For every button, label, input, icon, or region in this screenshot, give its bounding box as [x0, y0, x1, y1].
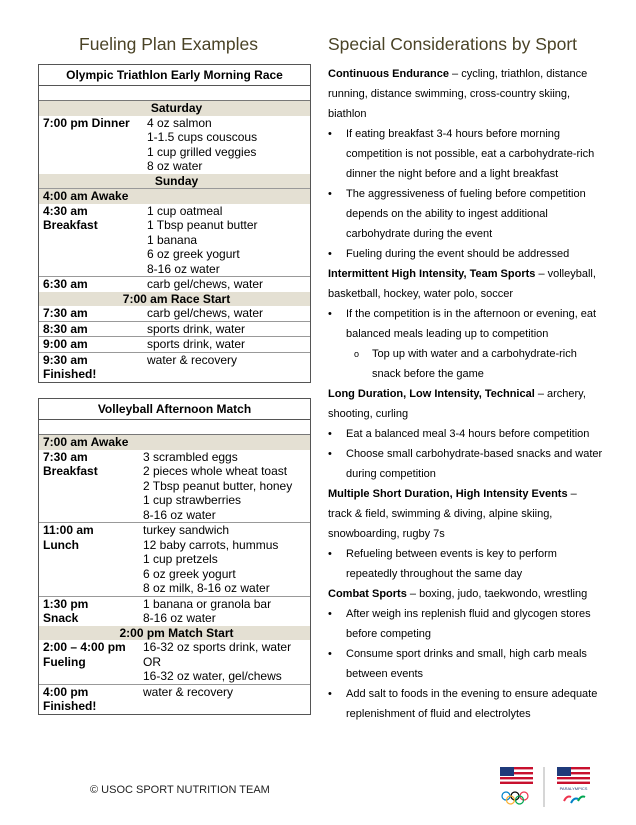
paralympics-wordmark: PARALYMPICS	[559, 786, 588, 791]
food-item: sports drink, water	[143, 337, 310, 353]
table-row	[39, 523, 310, 538]
food-item: 6 oz greek yogurt	[147, 247, 240, 261]
table-row	[39, 116, 310, 131]
table-row	[39, 101, 310, 116]
day-label: Sunday	[39, 174, 310, 189]
table-row	[39, 352, 310, 367]
time-label	[39, 130, 143, 145]
time-label	[39, 233, 143, 248]
time-label: 7:00 am Awake	[39, 435, 139, 450]
tip-item: o Top up with water and a carbohydrate-rich snack before the game	[328, 344, 603, 384]
time-label: 6:30 am	[39, 277, 143, 292]
time-label	[39, 552, 139, 567]
table-row	[39, 552, 310, 567]
food-item: 1 cup oatmeal	[147, 203, 223, 218]
tip-item: • Choose small carbohydrate-based snacks and water during competition	[328, 444, 603, 484]
time-label: 11:00 am	[39, 523, 139, 538]
table-row	[39, 626, 310, 641]
food-item: carb gel/chews, water	[143, 277, 310, 292]
food-item: 1 Tbsp peanut butter	[147, 218, 258, 232]
sport-header	[328, 484, 603, 544]
time-label: Snack	[43, 611, 79, 625]
table-row	[39, 277, 310, 292]
time-label	[39, 508, 139, 523]
food-item: turkey sandwich	[139, 523, 310, 538]
table-row	[39, 306, 310, 321]
food-item	[143, 189, 310, 204]
food-item: 3 scrambled eggs	[143, 449, 238, 464]
tip-item: • Fueling during the event should be addressed	[328, 244, 603, 264]
food-item: 6 oz greek yogurt	[143, 566, 236, 581]
food-item: 8 oz water	[147, 159, 203, 173]
usa-flag-icon	[557, 767, 590, 784]
food-item	[139, 699, 310, 714]
day-label: 7:00 am Race Start	[39, 292, 310, 307]
table-spacer	[39, 86, 310, 101]
time-label	[39, 493, 139, 508]
time-label: 4:00 am Awake	[39, 189, 143, 204]
sport-section	[328, 484, 603, 584]
plan-title: Volleyball Afternoon Match	[39, 399, 310, 420]
table-row	[39, 567, 310, 582]
table-row	[39, 611, 310, 626]
table-row	[39, 204, 310, 219]
table-row	[39, 699, 310, 714]
time-label: 8:30 am	[39, 321, 143, 337]
time-label: Lunch	[43, 537, 79, 552]
table-row	[39, 508, 310, 523]
usa-flag-icon	[500, 767, 533, 784]
table-row	[39, 130, 310, 145]
sport-section	[328, 64, 603, 264]
table-spacer	[39, 420, 310, 435]
left-heading: Fueling Plan Examples	[79, 34, 258, 54]
tip-item: • Eat a balanced meal 3-4 hours before competition	[328, 424, 603, 444]
time-label: Fueling	[43, 654, 86, 669]
sport-section	[328, 584, 603, 724]
copyright-footer: © USOC SPORT NUTRITION TEAM	[90, 784, 270, 796]
tip-item: • Consume sport drinks and small, high carb meals between events	[328, 644, 603, 684]
food-item: 1 cup pretzels	[143, 552, 218, 566]
table-row	[39, 159, 310, 174]
tip-item: • If the competition is in the afternoon or evening, eat balanced meals leading up to competition	[328, 304, 603, 344]
triathlon-plan-table	[38, 64, 311, 383]
time-label	[39, 669, 139, 684]
day-label: 2:00 pm Match Start	[39, 626, 310, 641]
food-item	[143, 367, 310, 382]
table-row	[39, 367, 310, 382]
time-label: 7:30 am	[43, 449, 88, 464]
usoc-logos	[498, 765, 593, 809]
sport-category: Combat Sports	[328, 588, 407, 600]
table-row	[39, 189, 310, 204]
table-row	[39, 640, 310, 655]
time-label: 4:30 am	[43, 203, 88, 218]
time-label: Breakfast	[43, 464, 98, 478]
food-item: water & recovery	[143, 352, 310, 367]
food-item: 16-32 oz sports drink, water	[143, 640, 292, 654]
time-label	[39, 262, 143, 277]
food-item: 12 baby carrots, hummus	[143, 537, 279, 552]
tips-list	[328, 604, 603, 724]
food-item: 2 pieces whole wheat toast	[143, 464, 288, 478]
tip-item: • If eating breakfast 3-4 hours before morning competition is not possible, eat a carbohydrate-rich dinner the night before and a light breakfast	[328, 124, 603, 184]
table-row	[39, 218, 310, 233]
time-label: 7:30 am	[43, 306, 88, 320]
sport-category: Multiple Short Duration, High Intensity Events	[328, 488, 568, 500]
food-item: 8 oz milk, 8-16 oz water	[143, 581, 270, 595]
food-item: 16-32 oz water, gel/chews	[143, 669, 282, 683]
table-row	[39, 450, 310, 465]
food-item: OR	[143, 654, 161, 669]
time-label	[39, 145, 143, 160]
time-label	[39, 479, 139, 494]
table-row	[39, 581, 310, 596]
table-row	[39, 596, 310, 611]
food-item: 2 Tbsp peanut butter, honey	[143, 478, 293, 493]
plan-title: Olympic Triathlon Early Morning Race	[39, 65, 310, 86]
sport-considerations	[328, 64, 603, 724]
paralympic-agitos-icon	[564, 797, 585, 804]
table-row	[39, 292, 310, 307]
table-row	[39, 684, 310, 699]
time-label	[39, 159, 143, 174]
table-row	[39, 655, 310, 670]
sport-category: Long Duration, Low Intensity, Technical	[328, 388, 535, 400]
food-item: 8-16 oz water	[143, 507, 216, 522]
time-label	[39, 567, 139, 582]
day-label: Saturday	[39, 101, 310, 116]
table-row	[39, 262, 310, 277]
olympic-rings-icon	[502, 792, 528, 804]
food-item: 1 cup grilled veggies	[147, 144, 257, 159]
time-label	[39, 581, 139, 596]
food-item: water & recovery	[139, 684, 310, 699]
sport-list: – archery, shooting, curling	[328, 388, 586, 420]
table-row	[39, 538, 310, 553]
table-row	[39, 464, 310, 479]
tip-item: • Refueling between events is key to perform repeatedly throughout the same day	[328, 544, 603, 584]
sport-section	[328, 264, 603, 384]
tips-list	[328, 304, 603, 384]
food-item: sports drink, water	[143, 321, 310, 337]
table-row	[39, 337, 310, 353]
table-row	[39, 247, 310, 262]
food-item: 1 banana or granola bar	[139, 596, 310, 611]
time-label: Finished!	[43, 699, 97, 713]
sport-list: – volleyball, basketball, hockey, water polo, soccer	[328, 268, 596, 300]
sport-list: – cycling, triathlon, distance running, distance swimming, cross-country skiing, biathlon	[328, 68, 588, 120]
sport-header	[328, 264, 603, 304]
sport-section	[328, 384, 603, 484]
food-item: 1 cup strawberries	[143, 493, 242, 507]
time-label	[39, 247, 143, 262]
time-label: 7:00 pm Dinner	[43, 115, 130, 130]
time-label: 1:30 pm	[39, 596, 139, 611]
table-row	[39, 479, 310, 494]
right-heading: Special Considerations by Sport	[328, 34, 578, 54]
food-item: carb gel/chews, water	[147, 306, 264, 320]
sport-list: – boxing, judo, taekwondo, wrestling	[406, 588, 588, 600]
table-row	[39, 435, 310, 450]
sport-header	[328, 64, 603, 124]
table-row	[39, 174, 310, 189]
logo-graphics	[498, 765, 593, 809]
food-item: 8-16 oz water	[143, 611, 216, 625]
sport-header	[328, 384, 603, 424]
tips-list	[328, 424, 603, 484]
sport-list: – track & field, swimming & diving, alpine skiing, snowboarding, rugby 7s	[328, 488, 577, 540]
time-label: Finished!	[43, 367, 97, 381]
time-label: 4:00 pm	[39, 684, 139, 699]
time-label: 2:00 – 4:00 pm	[43, 640, 126, 654]
food-item	[139, 435, 310, 450]
tip-item: • The aggressiveness of fueling before competition depends on the ability to ingest additional carbohydrate during the event	[328, 184, 603, 244]
table-row	[39, 145, 310, 160]
table-row	[39, 233, 310, 248]
sport-category: Intermittent High Intensity, Team Sports	[328, 268, 536, 280]
table-row	[39, 493, 310, 508]
sport-header	[328, 584, 603, 604]
table-row	[39, 669, 310, 684]
tips-list	[328, 124, 603, 264]
volleyball-plan-table	[38, 398, 311, 715]
food-item: 1-1.5 cups couscous	[147, 130, 258, 144]
sport-category: Continuous Endurance	[328, 68, 449, 80]
tips-list	[328, 544, 603, 584]
time-label: 9:30 am	[39, 352, 143, 367]
time-label: 9:00 am	[39, 337, 143, 353]
food-item: 8-16 oz water	[147, 261, 220, 276]
food-item: 4 oz salmon	[147, 115, 212, 130]
tip-item: • Add salt to foods in the evening to ensure adequate replenishment of fluid and electrolytes	[328, 684, 603, 724]
table-row	[39, 321, 310, 337]
time-label: Breakfast	[43, 218, 98, 232]
food-item: 1 banana	[147, 232, 198, 247]
tip-item: • After weigh ins replenish fluid and glycogen stores before competing	[328, 604, 603, 644]
